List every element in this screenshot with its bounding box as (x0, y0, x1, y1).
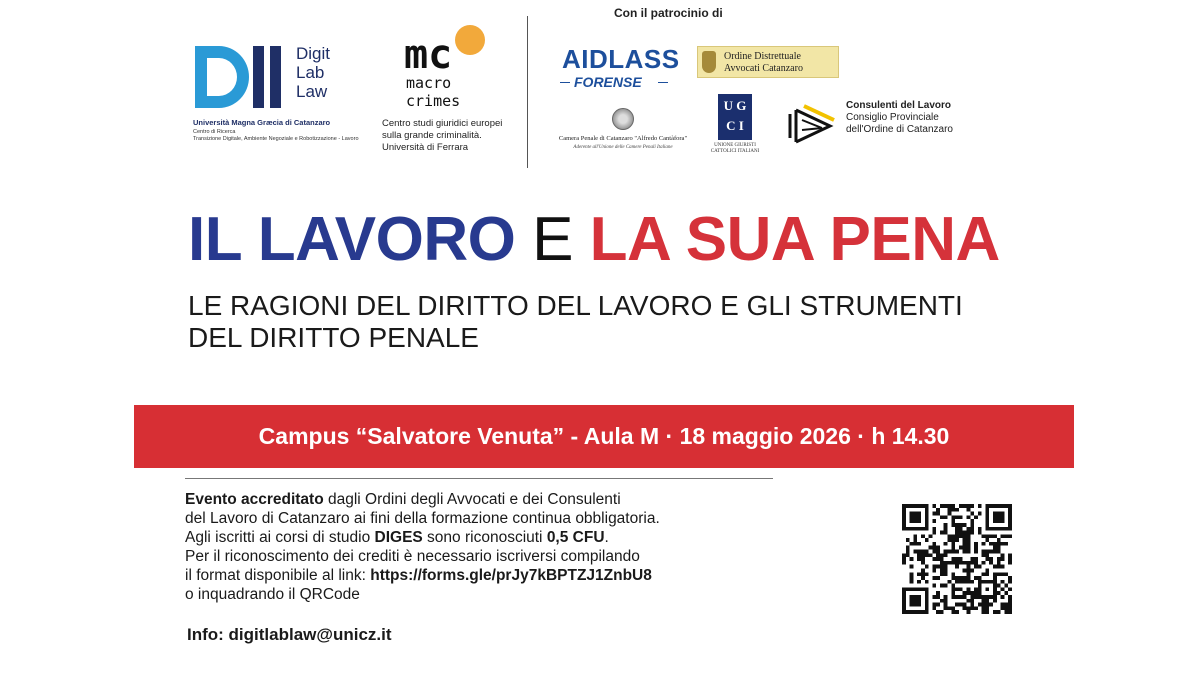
patrocinio-label: Con il patrocinio di (614, 6, 723, 20)
ugci-cap-1: UNIONE GIURISTI (714, 143, 756, 148)
dll-university: Università Magna Græcia di Catanzaro (193, 118, 331, 127)
ugci-cap-2: CATTOLICI ITALIANI (710, 149, 760, 154)
body-l1-rest: dagli Ordini degli Avvocati e dei Consulenti (323, 491, 621, 508)
dll-line-3: Law (296, 82, 328, 101)
dll-centre (193, 129, 359, 142)
event-subtitle (188, 290, 963, 354)
dll-centre-line-1: Centro di Ricerca (193, 129, 236, 135)
dll-line-2: Lab (296, 63, 325, 82)
consulenti-text (846, 100, 953, 136)
aidlass-rule-right (658, 82, 668, 83)
title-part-3: LA SUA PENA (589, 205, 1000, 274)
info-email[interactable]: Info: digitlablaw@unicz.it (187, 625, 392, 644)
ugci-box (718, 94, 752, 140)
body-l3-a: Agli iscritti ai corsi di studio (185, 529, 375, 546)
title-part-1: IL LAVORO (188, 205, 516, 274)
consulenti-lavoro-logo (786, 104, 836, 150)
registration-link[interactable]: https://forms.gle/prJy7kBPTZJ1ZnbU8 (370, 567, 652, 584)
crest-icon (702, 51, 716, 73)
ordine-avvocati-logo (697, 46, 839, 78)
macro-crimes-description (382, 118, 502, 154)
dll-centre-line-2: Transizione Digitale, Ambiente Negoziale e Robotizzazione - Lavoro (193, 135, 359, 142)
consulenti-line-3: dell'Ordine di Catanzaro (846, 124, 953, 135)
body-line-3 (185, 528, 660, 547)
macro-crimes-logo (402, 22, 492, 110)
dll-line-1: Digit (296, 44, 331, 63)
seal-icon (612, 108, 634, 130)
consulenti-line-1: Consulenti del Lavoro (846, 100, 952, 111)
event-title (188, 205, 1000, 275)
body-l3-c: . (604, 529, 609, 546)
ugci-logo (703, 94, 767, 158)
aidlass-logo (560, 44, 680, 96)
camera-line-2: Aderente all'Unione delle Camere Penali Italiane (573, 145, 673, 150)
mc-mark: mc (404, 32, 453, 78)
body-line-2: del Lavoro di Catanzaro ai fini della formazione continua obbligatoria. (185, 510, 660, 527)
body-l3-cfu: 0,5 CFU (546, 529, 605, 546)
mc-desc-line-1: Centro studi giuridici europei (382, 118, 503, 129)
body-line-6: o inquadrando il QRCode (185, 586, 360, 603)
ugci-caption (703, 143, 767, 155)
header-divider (527, 16, 528, 168)
ordine-text (724, 51, 803, 75)
body-line-5 (185, 566, 660, 585)
title-part-2: E (532, 205, 573, 274)
aidlass-sub: FORENSE (574, 74, 642, 90)
body-l3-b: sono riconosciuti (422, 529, 547, 546)
mc-desc-line-2: sulla grande criminalità. (382, 130, 482, 141)
qr-code[interactable] (902, 504, 1012, 614)
digit-lab-law-logo (193, 44, 285, 110)
body-l3-diges: DIGES (374, 529, 423, 546)
ugci-letters-1: U G (723, 98, 747, 113)
digit-lab-law-name (296, 44, 330, 101)
aidlass-rule-left (560, 82, 570, 83)
ugci-letters-2: C I (726, 118, 744, 133)
accreditation-text (185, 490, 660, 604)
mc-desc-line-3: Università di Ferrara (382, 142, 469, 153)
camera-line-1: Camera Penale di Catanzaro "Alfredo Cantàfora" (558, 135, 688, 142)
subtitle-line-2: DEL DIRITTO PENALE (188, 322, 479, 353)
consulenti-line-2: Consiglio Provinciale (846, 112, 939, 123)
event-details: Campus “Salvatore Venuta” - Aula M · 18 maggio 2026 · h 14.30 (258, 423, 950, 449)
ordine-line-1: Ordine Distrettuale (724, 51, 801, 62)
subtitle-line-1: LE RAGIONI DEL DIRITTO DEL LAVORO E GLI STRUMENTI (188, 290, 963, 321)
body-line-1 (185, 490, 660, 509)
ordine-line-2: Avvocati Catanzaro (724, 63, 803, 74)
aidlass-name: AIDLASS (562, 44, 680, 74)
mc-name-1: macro (406, 74, 452, 92)
body-line-4: Per il riconoscimento dei crediti è necessario iscriversi compilando (185, 548, 640, 565)
event-details-band (134, 405, 1074, 468)
body-l1-bold: Evento accreditato (185, 491, 324, 508)
section-divider (185, 478, 773, 479)
body-l5-a: il format disponibile al link: (185, 567, 371, 584)
mc-name-2: crimes (406, 92, 461, 110)
camera-penale-logo (553, 108, 693, 160)
